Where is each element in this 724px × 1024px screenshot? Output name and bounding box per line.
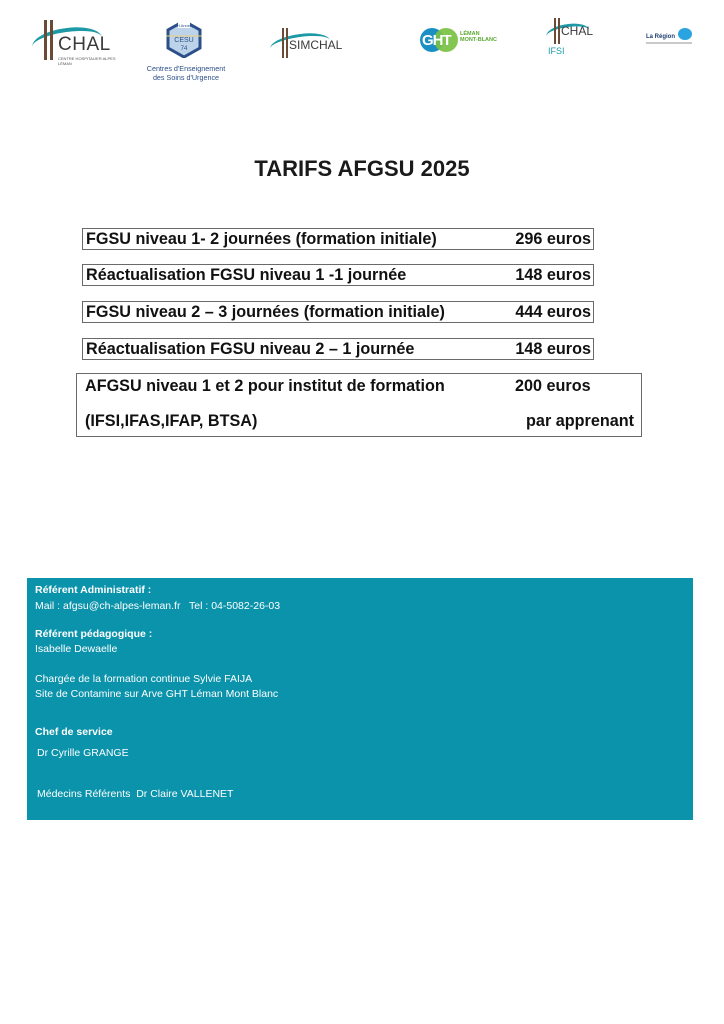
ifsi-post bbox=[558, 18, 560, 44]
chef-heading: Chef de service bbox=[35, 726, 113, 738]
page-title: TARIFS AFGSU 2025 bbox=[254, 156, 470, 181]
medecins-line: Médecins Référents Dr Claire VALLENET bbox=[37, 788, 234, 800]
institut-tarif-box bbox=[76, 373, 642, 437]
tarif-label: Réactualisation FGSU niveau 2 – 1 journée bbox=[86, 340, 415, 358]
ght-text-line2: MONT-BLANC bbox=[460, 37, 497, 43]
tarif-row bbox=[82, 264, 594, 286]
site-line: Site de Contamine sur Arve GHT Léman Mont Blanc bbox=[35, 688, 279, 700]
tarif-row bbox=[82, 228, 594, 250]
simchal-post bbox=[286, 28, 288, 58]
admin-contact-line: Mail : afgsu@ch-alpes-leman.fr Tel : 04-5082-26-03 bbox=[35, 600, 281, 612]
contact-box bbox=[27, 578, 693, 820]
cesu-top-text: CH Annecy bbox=[173, 23, 195, 28]
institut-price-note: par apprenant bbox=[526, 412, 634, 430]
simchal-logo bbox=[270, 26, 350, 62]
peda-name: Isabelle Dewaelle bbox=[35, 643, 118, 655]
formation-continue-line: Chargée de la formation continue Sylvie FAIJA bbox=[35, 673, 253, 685]
tarif-price: 148 euros bbox=[515, 340, 591, 358]
ght-logo bbox=[420, 28, 500, 54]
tarif-row bbox=[82, 301, 594, 323]
ght-text-line1: LÉMAN bbox=[460, 31, 480, 37]
cesu-number: 74 bbox=[180, 46, 188, 52]
ght-text bbox=[460, 31, 500, 43]
region-mountain-icon bbox=[678, 28, 692, 40]
chal-ifsi-logo bbox=[546, 16, 606, 60]
tarif-label: FGSU niveau 1- 2 journées (formation initiale) bbox=[86, 230, 437, 248]
chal-logo bbox=[30, 18, 120, 68]
tarif-price: 444 euros bbox=[515, 303, 591, 321]
cesu-name: CESU bbox=[174, 37, 194, 44]
cesu-caption bbox=[142, 64, 230, 82]
chal-logo-subtitle: CENTRE HOSPITALIER ALPES LÉMAN bbox=[58, 56, 116, 66]
institut-label: AFGSU niveau 1 et 2 pour institut de formation bbox=[85, 377, 445, 395]
region-subtitle-line bbox=[646, 42, 692, 44]
cesu-hexagon-icon bbox=[166, 20, 202, 58]
simchal-post bbox=[282, 28, 284, 58]
ght-letters: GHT bbox=[422, 32, 451, 49]
tarif-label: Réactualisation FGSU niveau 1 -1 journée bbox=[86, 266, 407, 284]
admin-heading: Référent Administratif : bbox=[35, 584, 152, 596]
tarif-price: 296 euros bbox=[515, 230, 591, 248]
cesu-caption-line2: des Soins d'Urgence bbox=[152, 73, 220, 82]
region-logo-text: La Région bbox=[646, 34, 676, 40]
institut-schools: (IFSI,IFAS,IFAP, BTSA) bbox=[85, 412, 258, 430]
tarif-row bbox=[82, 338, 594, 360]
chal-post bbox=[44, 20, 47, 60]
ifsi-chal-text: CHAL bbox=[561, 24, 594, 38]
tarif-label: FGSU niveau 2 – 3 journées (formation initiale) bbox=[86, 303, 445, 321]
cesu-logo bbox=[140, 16, 230, 86]
ifsi-post bbox=[554, 18, 556, 44]
simchal-logo-text: SIMCHAL bbox=[289, 38, 343, 52]
cesu-caption-line1: Centres d'Enseignement bbox=[146, 64, 226, 73]
chal-logo-text: CHAL bbox=[58, 34, 111, 55]
institut-price: 200 euros bbox=[515, 377, 591, 395]
ifsi-text: IFSI bbox=[548, 46, 565, 56]
tarif-price: 148 euros bbox=[515, 266, 591, 284]
region-logo bbox=[646, 28, 696, 48]
chal-post bbox=[50, 20, 53, 60]
chef-name: Dr Cyrille GRANGE bbox=[37, 747, 129, 759]
peda-heading: Référent pédagogique : bbox=[35, 628, 153, 640]
